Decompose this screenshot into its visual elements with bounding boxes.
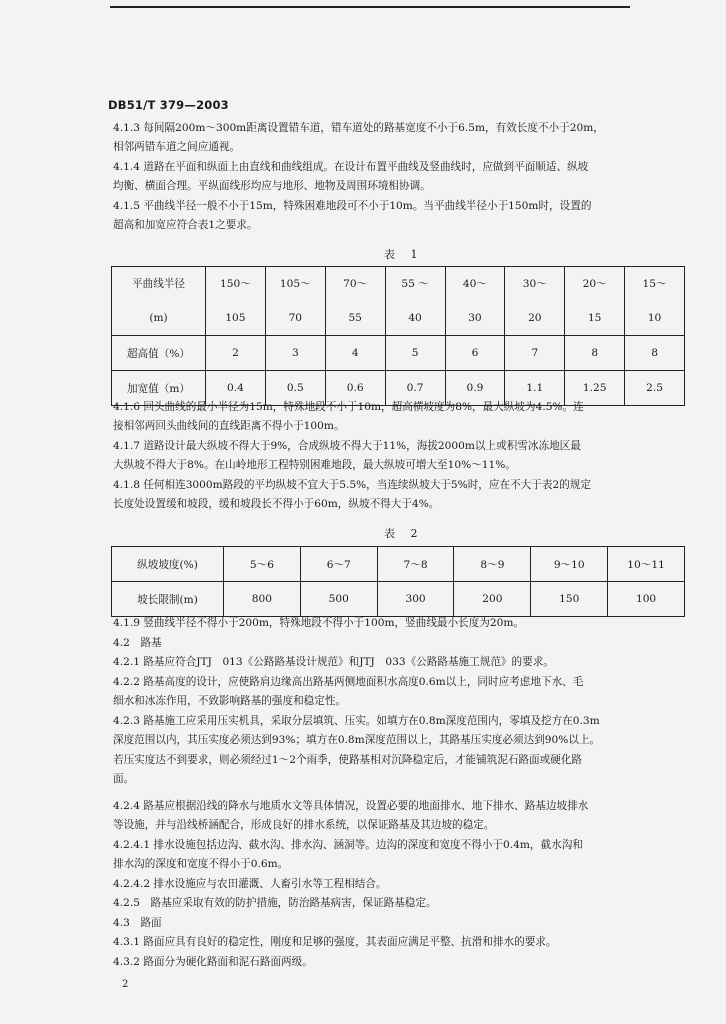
radius-from: 20～ xyxy=(582,278,607,290)
radius-to: 30 xyxy=(468,312,482,324)
table2 xyxy=(111,546,685,617)
table1-caption: 表 1 xyxy=(384,248,424,261)
radius-label-line1: 平曲线半径 xyxy=(132,278,185,290)
para-4-1-6-line1: 4.1.6 回头曲线的最小半径为15m，特殊地段不小于10m，超高横坡度为8%，最大纵坡为4.5%。连 xyxy=(113,401,584,413)
table1-cell: 1.1 xyxy=(505,371,565,406)
radius-from: 40～ xyxy=(462,278,487,290)
table2-cell: 6～7 xyxy=(300,547,377,582)
table2-label-grade: 纵坡坡度(%) xyxy=(112,547,224,582)
para-4-2-4-1-line1: 4.2.4.1 排水设施包括边沟、截水沟、排水沟、涵洞等。边沟的深度和宽度不得小于0.4m，截水沟和 xyxy=(113,839,583,851)
table2-cell: 8～9 xyxy=(454,547,531,582)
table2-cell: 9～10 xyxy=(531,547,608,582)
heading-4-3: 4.3 路面 xyxy=(113,917,162,929)
table1-cell: 0.5 xyxy=(265,371,325,406)
table1-cell xyxy=(625,267,685,336)
table2-caption: 表 2 xyxy=(384,527,424,540)
table1-cell xyxy=(325,267,385,336)
table1-row-superelevation xyxy=(112,336,685,371)
radius-to: 55 xyxy=(348,312,362,324)
table1-cell: 1.25 xyxy=(565,371,625,406)
table1-cell xyxy=(385,267,445,336)
para-4-1-7-line2: 大纵坡不得大于8%。在山岭地形工程特别困难地段，最大纵坡可增大至10%～11%。 xyxy=(113,459,516,471)
para-4-2-3-line2: 深度范围以内，其压实度必须达到93%；填方在0.8m深度范围以上，其路基压实度必须达到90%以上。 xyxy=(113,734,601,746)
standard-number: DB51/T 379—2003 xyxy=(108,98,229,112)
table2-row-grade xyxy=(112,547,685,582)
radius-label-line2: (m) xyxy=(149,312,168,324)
page-number: 2 xyxy=(122,979,129,990)
radius-to: 20 xyxy=(528,312,542,324)
para-4-2-5: 4.2.5 路基应采取有效的防护措施，防治路基病害，保证路基稳定。 xyxy=(113,897,437,909)
top-rule xyxy=(110,6,630,8)
para-4-2-4-2: 4.2.4.2 排水设施应与农田灌溉、人畜引水等工程相结合。 xyxy=(113,878,387,890)
para-4-2-2-line1: 4.2.2 路基高度的设计，应使路肩边缘高出路基两侧地面积水高度0.6m以上，同时应考虑地下水、毛 xyxy=(113,676,584,688)
para-4-2-4-1-line2: 排水沟的深度和宽度不得小于0.6m。 xyxy=(113,858,289,870)
radius-to: 105 xyxy=(225,312,246,324)
table1-cell xyxy=(505,267,565,336)
table2-row-length xyxy=(112,582,685,617)
table2-cell: 150 xyxy=(531,582,608,617)
table2-cell: 500 xyxy=(300,582,377,617)
table1-cell xyxy=(265,267,325,336)
table1-cell: 7 xyxy=(505,336,565,371)
para-4-1-6-line2: 接相邻两回头曲线间的直线距离不得小于100m。 xyxy=(113,420,345,432)
radius-from: 30～ xyxy=(522,278,547,290)
radius-from: 55 ～ xyxy=(401,278,429,290)
table1-cell: 8 xyxy=(565,336,625,371)
table1-cell: 4 xyxy=(325,336,385,371)
table1-cell: 2 xyxy=(206,336,266,371)
table1-cell: 0.6 xyxy=(325,371,385,406)
table2-cell: 7～8 xyxy=(377,547,454,582)
table1-cell: 0.7 xyxy=(385,371,445,406)
para-4-2-2-line2: 细水和冰冻作用，不致影响路基的强度和稳定性。 xyxy=(113,695,347,707)
para-4-1-5-line2: 超高和加宽应符合表1之要求。 xyxy=(113,219,258,231)
radius-from: 105～ xyxy=(279,278,311,290)
para-4-1-9: 4.1.9 竖曲线半径不得小于200m，特殊地段不得小于100m，竖曲线最小长度为20m。 xyxy=(113,617,525,629)
radius-to: 10 xyxy=(647,312,662,324)
radius-from: 15～ xyxy=(642,278,667,290)
para-4-3-1: 4.3.1 路面应具有良好的稳定性，刚度和足够的强度，其表面应满足平整、抗滑和排水的要求。 xyxy=(113,936,557,948)
radius-to: 15 xyxy=(587,312,602,324)
table2-cell: 5～6 xyxy=(224,547,301,582)
table1-cell: 8 xyxy=(625,336,685,371)
table2-label-length: 坡长限制(m) xyxy=(112,582,224,617)
para-4-1-7-line1: 4.1.7 道路设计最大纵坡不得大于9%，合成纵坡不得大于11%，海拔2000m以上或积雪冰冻地区最 xyxy=(113,440,581,452)
para-4-3-2: 4.3.2 路面分为硬化路面和泥石路面两级。 xyxy=(113,956,313,968)
table1-cell: 0.4 xyxy=(206,371,266,406)
radius-to: 70 xyxy=(288,312,303,324)
para-4-1-4-line1: 4.1.4 道路在平面和纵面上由直线和曲线组成。在设计布置平曲线及竖曲线时，应做到平面顺适、纵坡 xyxy=(113,161,589,173)
para-4-1-4-line2: 均衡、横面合理。平纵面线形均应与地形、地物及周围环境相协调。 xyxy=(113,180,431,192)
table1-cell: 6 xyxy=(445,336,505,371)
table1-label-superelevation: 超高值（%） xyxy=(112,336,206,371)
table1-cell: 0.9 xyxy=(445,371,505,406)
para-4-2-3-line4: 面。 xyxy=(113,773,135,785)
table2-cell: 100 xyxy=(608,582,685,617)
table2-cell: 300 xyxy=(377,582,454,617)
heading-4-2: 4.2 路基 xyxy=(113,637,162,649)
table1-cell xyxy=(565,267,625,336)
para-4-1-8-line2: 长度处设置缓和坡段，缓和坡段长不得小于60m，纵坡不得大于4%。 xyxy=(113,498,440,510)
table1-cell: 3 xyxy=(265,336,325,371)
table1-cell xyxy=(206,267,266,336)
para-4-2-4-line2: 等设施，并与沿线桥涵配合，形成良好的排水系统，以保证路基及其边坡的稳定。 xyxy=(113,819,495,831)
radius-to: 40 xyxy=(408,312,422,324)
para-4-2-1: 4.2.1 路基应符合JTJ 013《公路路基设计规范》和JTJ 033《公路路基施工规范》的要求。 xyxy=(113,656,554,668)
table1-label-radius xyxy=(112,267,206,336)
table1 xyxy=(111,266,685,406)
table1-cell xyxy=(445,267,505,336)
radius-from: 150～ xyxy=(220,278,251,290)
para-4-1-5-line1: 4.1.5 平曲线半径一般不小于15m，特殊困难地段可不小于10m。当平曲线半径小于150m时，设置的 xyxy=(113,200,592,212)
para-4-1-3-line1: 4.1.3 每间隔200m～300m距离设置错车道，错车道处的路基宽度不小于6.5m，有效长度不小于20m， xyxy=(113,122,604,134)
table1-cell: 5 xyxy=(385,336,445,371)
table2-cell: 200 xyxy=(454,582,531,617)
para-4-1-8-line1: 4.1.8 任何相连3000m路段的平均纵坡不宜大于5.5%，当连续纵坡大于5%时，应在不大于表2的规定 xyxy=(113,479,591,491)
radius-from: 70～ xyxy=(343,278,368,290)
para-4-2-4-line1: 4.2.4 路基应根据沿线的降水与地质水文等具体情况，设置必要的地面排水、地下排水、路基边坡排水 xyxy=(113,800,589,812)
table2-cell: 10～11 xyxy=(608,547,685,582)
para-4-1-3-line2: 相邻两错车道之间应通视。 xyxy=(113,141,241,153)
table1-row-radius xyxy=(112,267,685,336)
para-4-2-3-line1: 4.2.3 路基施工应采用压实机具，采取分层填筑、压实。如填方在0.8m深度范围内，零填及挖方在0.3m xyxy=(113,715,600,727)
table1-cell: 2.5 xyxy=(625,371,685,406)
table1-label-widening: 加宽值（m） xyxy=(112,371,206,406)
para-4-2-3-line3: 若压实度达不到要求，则必须经过1～2个雨季，使路基相对沉降稳定后，才能铺筑泥石路面或硬化路 xyxy=(113,754,583,766)
table2-cell: 800 xyxy=(224,582,301,617)
